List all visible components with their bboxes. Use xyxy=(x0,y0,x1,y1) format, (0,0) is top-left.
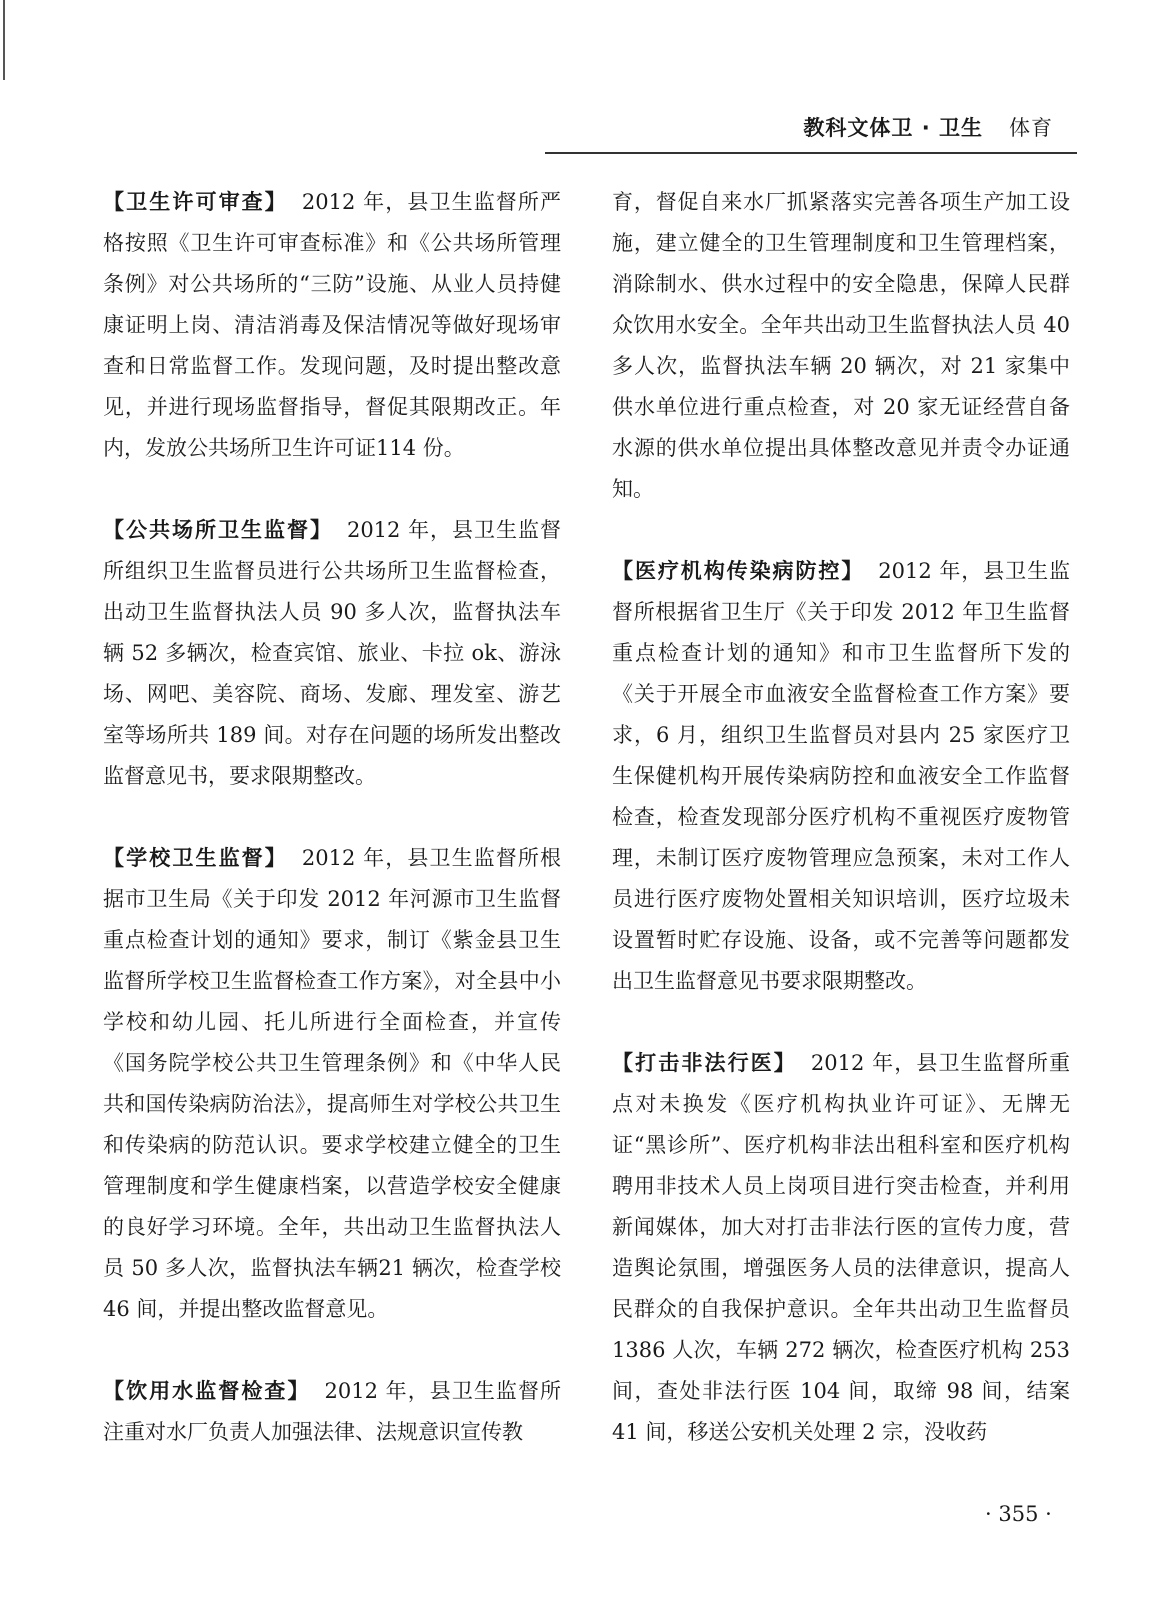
page-number: · 355 · xyxy=(985,1502,1052,1526)
header-subsection: 体育 xyxy=(1009,116,1053,140)
running-header xyxy=(803,112,1053,142)
paragraph-title: 【 打击非法行医 】 xyxy=(612,1051,797,1075)
paragraph-title: 【 学校卫生监督 】 xyxy=(103,846,288,870)
paragraph-title: 【 公共场所卫生监督 】 xyxy=(103,518,333,542)
right-column xyxy=(612,182,1070,1494)
paragraph-health-permit xyxy=(103,182,561,469)
scan-edge-mark xyxy=(3,0,5,80)
left-column xyxy=(103,182,561,1494)
paragraph-text: 2012 年，县卫生监督所严格按照《卫生许可审查标准》和《公共场所管理条例》对公共场所的“三防”设施、从业人员持健康证明上岗、清洁消毒及保洁情况等做好现场审查和日常监督工作。发现问题，及时提出整改意见，并进行现场监督指导，督促其限期改正。年内，发放公共场所卫生许可证114 份。 xyxy=(103,190,562,460)
paragraph-text: 2012 年，县卫生监督所重点对未换发《医疗机构执业许可证》、无牌无证“黑诊所”、医疗机构非法出租科室和医疗机构聘用非技术人员上岗项目进行突击检查，并利用新闻媒体，加大对打击非法行医的宣传力度，营造舆论氛围，增强医务人员的法律意识，提高人民群众的自我保护意识。全年共出动卫生监督员 1386 人次，车辆 272 辆次，检查医疗机构 253 间，查处非法行医 104 间，取缔 98 间，结案 41 间，移送公安机关处理 2 宗，没收药 xyxy=(612,1051,1071,1444)
paragraph-text: 2012 年，县卫生监督所注重对水厂负责人加强法律、法规意识宣传教 xyxy=(103,1379,562,1444)
paragraph-title: 【 卫生许可审查 】 xyxy=(103,190,288,214)
paragraph-text: 2012 年，县卫生监督所组织卫生监督员进行公共场所卫生监督检查，出动卫生监督执法人员 90 多人次，监督执法车辆 52 多辆次，检查宾馆、旅业、卡拉 ok、游泳场、网吧、美容院、商场、发廊、理发室、游艺室等场所共 189 间。对存在问题的场所发出整改监督意见书，要求限期整改。 xyxy=(103,518,562,788)
paragraph-text: 2012 年，县卫生监督所根据市卫生局《关于印发 2012 年河源市卫生监督重点检查计划的通知》要求，制订《紫金县卫生监督所学校卫生监督检查工作方案》，对全县中小学校和幼儿园、托儿所进行全面检查，并宣传《国务院学校公共卫生管理条例》和《中华人民共和国传染病防治法》，提高师生对学校公共卫生和传染病的防范认识。要求学校建立健全的卫生管理制度和学生健康档案，以营造学校安全健康的良好学习环境。全年，共出动卫生监督执法人员 50 多人次，监督执法车辆21 辆次，检查学校46 间，并提出整改监督意见。 xyxy=(103,846,562,1321)
paragraph-title: 【 饮用水监督检查 】 xyxy=(103,1379,311,1403)
paragraph-illegal-practice xyxy=(612,1043,1070,1453)
paragraph-text: 育，督促自来水厂抓紧落实完善各项生产加工设施，建立健全的卫生管理制度和卫生管理档案，消除制水、供水过程中的安全隐患，保障人民群众饮用水安全。全年共出动卫生监督执法人员 40 多人次，监督执法车辆 20 辆次，对 21 家集中供水单位进行重点检查，对 20 家无证经营自备水源的供水单位提出具体整改意见并责令办证通知。 xyxy=(612,190,1070,501)
paragraph-drinking-water-cont xyxy=(612,182,1070,510)
header-section: 教科文体卫 · 卫生 xyxy=(803,116,983,140)
paragraph-infection-control xyxy=(612,551,1070,1002)
paragraph-school-health xyxy=(103,838,561,1330)
paragraph-public-places xyxy=(103,510,561,797)
paragraph-title: 【 医疗机构传染病防控 】 xyxy=(612,559,864,583)
paragraph-drinking-water xyxy=(103,1371,561,1453)
header-rule xyxy=(545,152,1077,154)
paragraph-text: 2012 年，县卫生监督所根据省卫生厅《关于印发 2012 年卫生监督重点检查计划的通知》和市卫生监督所下发的《关于开展全市血液安全监督检查工作方案》要求，6 月，组织卫生监督员对县内 25 家医疗卫生保健机构开展传染病防控和血液安全工作监督检查，检查发现部分医疗机构不重视医疗废物管理，未制订医疗废物管理应急预案，未对工作人员进行医疗废物处置相关知识培训，医疗垃圾未设置暂时贮存设施、设备，或不完善等问题都发出卫生监督意见书要求限期整改。 xyxy=(612,559,1071,993)
